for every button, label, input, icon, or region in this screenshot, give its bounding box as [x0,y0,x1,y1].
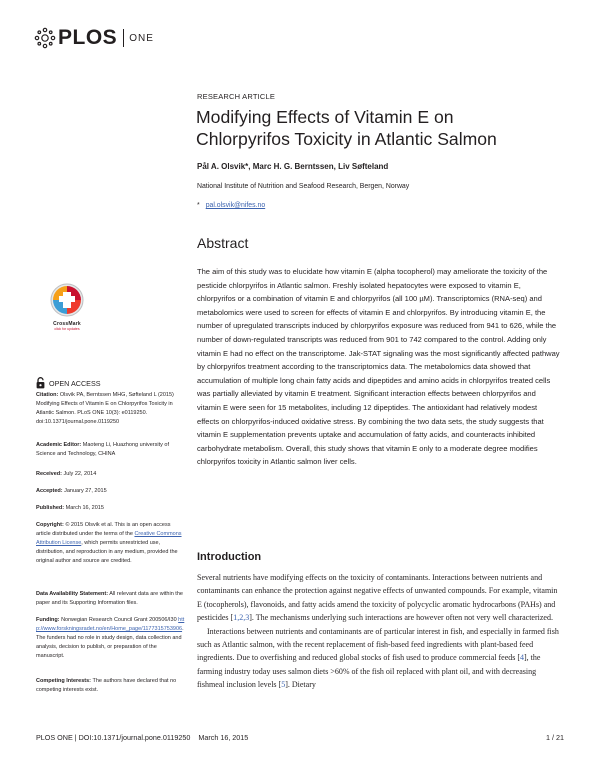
citation-label: Citation: [36,392,59,398]
citation-link[interactable]: 4 [520,653,525,663]
citation-link[interactable]: 5 [281,680,286,690]
logo-plos-text: PLOS [58,26,118,49]
published-block [36,504,186,513]
intro-p1-text-a: Several nutrients have modifying effects on the toxicity of contaminants. Interactions between nutrients and contaminants can enhance the protection against negative effects of unwanted compounds. For example, vitamin E (tocopherols), flavonoids, and fatty acids amend the toxicity of polycyclic aromatic hydrocarbons (PAHs) and pesticides [ [197,573,558,623]
received-block [36,470,186,479]
accepted-label: Accepted: [36,488,63,494]
copyright-block [36,521,186,566]
page-number: 1 / 21 [546,733,564,742]
editor-block [36,441,186,459]
intro-p2-text-a: Interactions between nutrients and contaminants are of particular interest in fish, and especially in farmed fish such as Atlantic salmon, with the recent replacement of fish-based feed ingredients with plant-based feed ingredients. Due to overfishing and reduced global stocks of fish used to produce commercial feeds [ [197,626,559,663]
accepted-block [36,487,186,496]
data-availability-block [36,590,186,608]
title-line-1: Modifying Effects of Vitamin E on [196,107,454,127]
crossmark-icon [37,282,97,318]
affiliation: National Institute of Nutrition and Seafood Research, Bergen, Norway [197,183,410,190]
abstract-text: The aim of this study was to elucidate how vitamin E (alpha tocopherol) may ameliorate the toxicity of the pesticide chlorpyrifos in Atlantic salmon. Freshly isolated hepatocytes were exposed to vitamin E, chlorpyrifos or a combination of vitamin E and chlorpyrifos (all 100 µM). Transcriptomics (RNA-seq) and metabolomics were used to screen for effects of vitamin E and chlorpyrifos. By introducing vitamin E, the number of upregulated transcripts induced by chlorpyrifos exposure was reduced from 941 to 626, while the number of down-regulated transcripts was reduced from 901 to 742 compared to the control. Adding only vitamin E had no effect on the transcriptome. Jak-STAT signaling was the most significantly affected pathway by chlorpyrifos treatment according to the transcriptomics data. The metabolomics data showed that accumulation of multiple long chain fatty acids and dipeptides and amino acids in chlorpyrifos treated cells was partially alleviated by vitamin E treatment. Significant interaction effects between chlorpyrifos and vitamin E were seen for 15 metabolites, including 12 dipeptides. The antioxidant had relatively modest effects on chlorpyrifos-induced oxidative stress. By combining the two data sets, the study suggests that vitamin E supplementation prevents uptake and accumulation of fatty acids, and counteracts inhibited carbohydrate metabolism. Overall, this study shows that vitamin E only to a moderate degree modifies chlorpyrifos toxicity in Atlantic salmon liver cells. [197,267,560,467]
open-access-label: OPEN ACCESS [49,378,101,388]
copyright-label: Copyright: [36,522,64,528]
footer-citation: PLOS ONE | DOI:10.1371/journal.pone.0119250 March 16, 2015 [36,733,249,742]
received-date: July 22, 2014 [63,471,97,477]
article-type: RESEARCH ARTICLE [197,92,276,101]
logo-journal-text: ONE [129,32,154,44]
journal-logo [34,26,154,50]
intro-p1-text-b: ]. The mechanisms underlying such interactions are however often not very well characterized. [249,613,553,623]
corresponding-mark: * [197,202,200,209]
intro-p2-text-c: ]. Dietary [285,680,316,690]
author-list: Pål A. Olsvik*, Marc H. G. Berntssen, Liv Søfteland [197,162,389,171]
data-availability-text: All relevant data are within the paper and its Supporting Information files. [36,591,183,606]
logo-divider [123,29,124,47]
license-link[interactable]: Creative Commons Attribution License [36,531,182,546]
competing-interests-block [36,677,186,695]
intro-p2-text-b: ], the farming industry today uses salmon diets >60% of the fish oil replaced with plant oil, and with decreasing fishmeal inclusion levels [ [197,653,541,690]
email-link[interactable]: pal.olsvik@nifes.no [205,202,266,209]
introduction-heading: Introduction [197,551,262,563]
crossmark-sublabel: click for updates [54,327,80,331]
abstract-heading: Abstract [197,235,249,251]
competing-interests-text: The authors have declared that no competing interests exist. [36,678,177,693]
funding-text-a: Norwegian Research Council Grant 200506/I30 [61,617,177,623]
open-lock-icon [36,377,45,389]
accepted-date: January 27, 2015 [64,488,107,494]
plos-dots-icon [34,27,56,49]
competing-interests-label: Competing Interests: [36,678,92,684]
editor-text: Maoteng Li, Huazhong university of Science and Technology, CHINA [36,442,169,457]
citation-link[interactable]: 1,2,3 [233,613,250,623]
funding-text-b: . The funders had no role in study design, data collection and analysis, decision to publish, or preparation of the manuscript. [36,626,184,659]
title-line-2: Chlorpyrifos Toxicity in Atlantic Salmon [196,129,497,149]
published-label: Published: [36,505,65,511]
crossmark-label: CrossMark [53,321,81,327]
copyright-text-a: © 2015 Olsvik et al. This is an open access article distributed under the terms of the [36,522,171,537]
published-date: March 16, 2015 [65,505,104,511]
article-title [196,106,556,150]
received-label: Received: [36,471,62,477]
open-access-badge [36,377,101,389]
funding-label: Funding: [36,617,60,623]
citation-text: Olsvik PA, Berntssen MHG, Søfteland L (2015) Modifying Effects of Vitamin E on Chlorpyrifos Toxicity in Atlantic Salmon. PLoS ONE 10(3): e0119250. doi:10.1371/journal.pone.0119250 [36,392,174,425]
funding-link[interactable]: http://www.forskningsradet.no/en/Home_page/1177315753906 [36,617,185,632]
funding-block [36,616,186,661]
editor-label: Academic Editor: [36,442,82,448]
crossmark-badge[interactable] [37,282,97,331]
copyright-text-b: , which permits unrestricted use, distribution, and reproduction in any medium, provided the original author and source are credited. [36,540,178,564]
corresponding-email-row [197,202,265,209]
citation-block [36,391,186,427]
data-availability-label: Data Availability Statement: [36,591,109,597]
introduction-text [197,571,561,692]
